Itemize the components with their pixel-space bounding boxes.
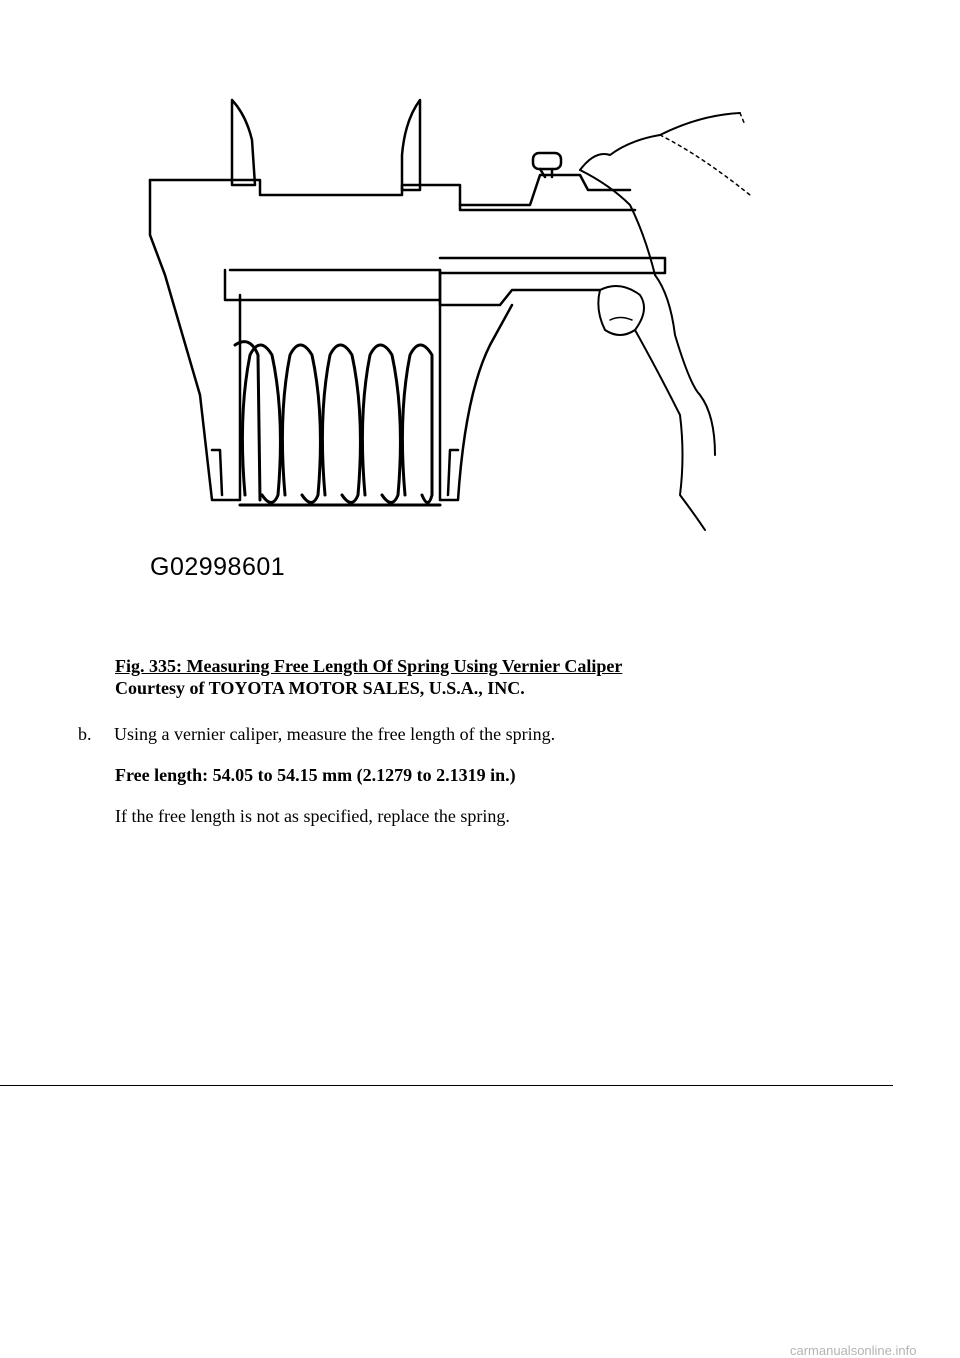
procedure-step xyxy=(78,724,555,745)
step-marker: b. xyxy=(78,724,92,744)
caliper-spring-illustration xyxy=(140,95,760,590)
figure-code-label: G02998601 xyxy=(150,553,286,581)
specification: Free length: 54.05 to 54.15 mm (2.1279 to 2.1319 in.) xyxy=(115,765,516,785)
figure-courtesy: Courtesy of TOYOTA MOTOR SALES, U.S.A., INC. xyxy=(115,678,525,698)
figure-title-link[interactable]: Fig. 335: Measuring Free Length Of Spring Using Vernier Caliper xyxy=(115,656,623,676)
page-divider xyxy=(0,1085,893,1086)
instruction-note: If the free length is not as specified, replace the spring. xyxy=(115,806,510,826)
step-text: Using a vernier caliper, measure the free length of the spring. xyxy=(114,724,556,744)
figure-caption xyxy=(115,655,622,699)
watermark: carmanualsonline.info xyxy=(790,1343,917,1358)
